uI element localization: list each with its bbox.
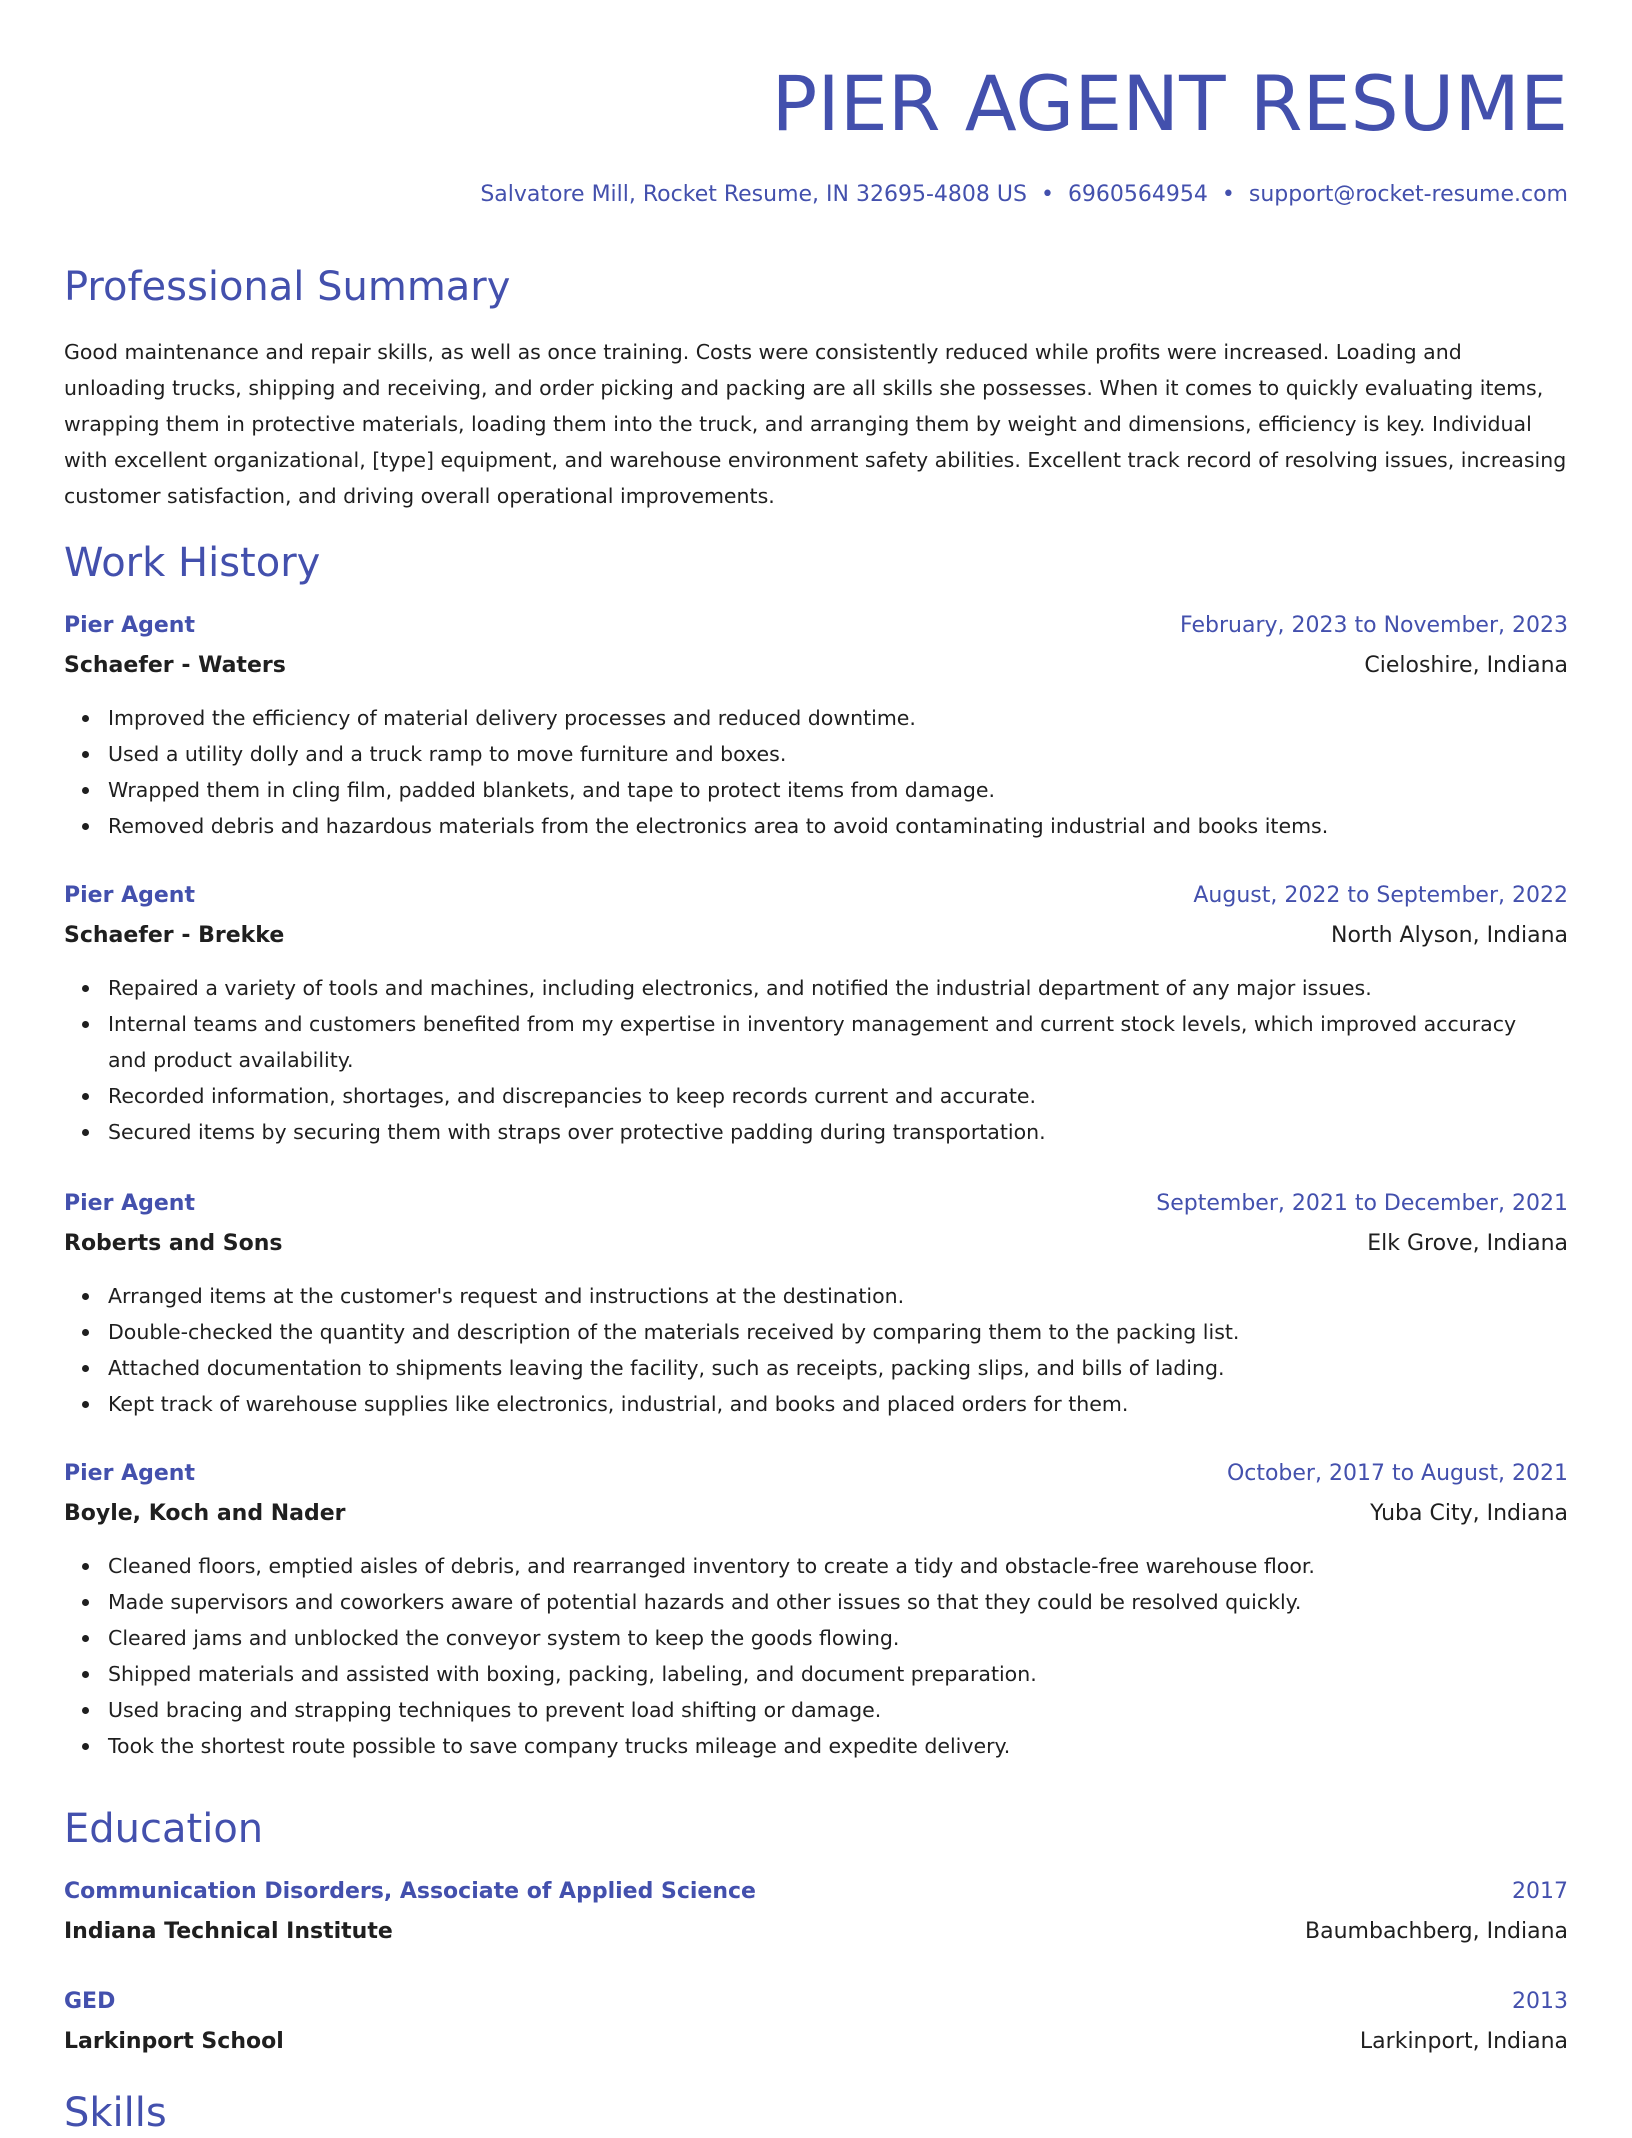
job-location: Elk Grove, Indiana bbox=[1367, 1231, 1568, 1256]
job-location: North Alyson, Indiana bbox=[1331, 923, 1568, 948]
job-company: Schaefer - Waters bbox=[64, 653, 286, 678]
job-company-row bbox=[64, 920, 1568, 952]
job-dates: October, 2017 to August, 2021 bbox=[1226, 1461, 1568, 1486]
job-location: Cieloshire, Indiana bbox=[1364, 653, 1568, 678]
job-dates: February, 2023 to November, 2023 bbox=[1180, 613, 1568, 638]
job-bullet: Wrapped them in cling film, padded blankets, and tape to protect items from damage. bbox=[108, 772, 1568, 808]
contact-phone: 6960564954 bbox=[1067, 182, 1208, 207]
education-year: 2013 bbox=[1512, 1989, 1568, 2014]
job-bullets bbox=[64, 1278, 1568, 1422]
job-company-row bbox=[64, 1228, 1568, 1260]
education-location: Larkinport, Indiana bbox=[1359, 2029, 1568, 2054]
job-dates: September, 2021 to December, 2021 bbox=[1156, 1191, 1568, 1216]
job-bullet: Recorded information, shortages, and discrepancies to keep records current and accurate. bbox=[108, 1078, 1568, 1114]
contact-separator: • bbox=[1040, 182, 1054, 207]
job-bullet: Arranged items at the customer's request and instructions at the destination. bbox=[108, 1278, 1568, 1314]
job-bullets bbox=[64, 700, 1568, 844]
job-title: Pier Agent bbox=[64, 883, 195, 908]
job-company: Roberts and Sons bbox=[64, 1231, 283, 1256]
job-bullet: Removed debris and hazardous materials from the electronics area to avoid contaminating industrial and books items. bbox=[108, 808, 1568, 844]
job-bullet: Double-checked the quantity and description of the materials received by comparing them to the packing list. bbox=[108, 1314, 1568, 1350]
job-bullets bbox=[64, 970, 1568, 1150]
education-heading: Education bbox=[64, 1806, 264, 1852]
education-school-row bbox=[64, 2026, 1568, 2058]
contact-address: Salvatore Mill, Rocket Resume, IN 32695-4808 US bbox=[480, 182, 1027, 207]
contact-separator: • bbox=[1221, 182, 1235, 207]
job-title: Pier Agent bbox=[64, 1461, 195, 1486]
job-company-row bbox=[64, 650, 1568, 682]
job-bullets bbox=[64, 1548, 1568, 1764]
job-bullet: Internal teams and customers benefited from my expertise in inventory management and current stock levels, which improved accuracy and product availability. bbox=[108, 1006, 1568, 1078]
job-title: Pier Agent bbox=[64, 613, 195, 638]
education-year: 2017 bbox=[1512, 1879, 1568, 1904]
job-bullet: Made supervisors and coworkers aware of potential hazards and other issues so that they could be resolved quickly. bbox=[108, 1584, 1568, 1620]
education-degree-row bbox=[64, 1876, 1568, 1908]
summary-heading: Professional Summary bbox=[64, 264, 511, 310]
job-company: Schaefer - Brekke bbox=[64, 923, 285, 948]
job-title-row bbox=[64, 880, 1568, 912]
contact-line bbox=[480, 180, 1568, 210]
job-title-row bbox=[64, 610, 1568, 642]
job-bullet: Cleared jams and unblocked the conveyor system to keep the goods flowing. bbox=[108, 1620, 1568, 1656]
job-title-row bbox=[64, 1458, 1568, 1490]
education-degree: Communication Disorders, Associate of Applied Science bbox=[64, 1879, 756, 1904]
job-location: Yuba City, Indiana bbox=[1370, 1501, 1568, 1526]
education-location: Baumbachberg, Indiana bbox=[1305, 1919, 1568, 1944]
education-degree-row bbox=[64, 1986, 1568, 2018]
education-degree: GED bbox=[64, 1989, 116, 2014]
job-bullet: Used bracing and strapping techniques to prevent load shifting or damage. bbox=[108, 1692, 1568, 1728]
job-bullet: Repaired a variety of tools and machines, including electronics, and notified the industrial department of any major issues. bbox=[108, 970, 1568, 1006]
education-school-row bbox=[64, 1916, 1568, 1948]
job-bullet: Secured items by securing them with straps over protective padding during transportation. bbox=[108, 1114, 1568, 1150]
job-company: Boyle, Koch and Nader bbox=[64, 1501, 346, 1526]
job-bullet: Attached documentation to shipments leaving the facility, such as receipts, packing slips, and bills of lading. bbox=[108, 1350, 1568, 1386]
job-bullet: Shipped materials and assisted with boxing, packing, labeling, and document preparation. bbox=[108, 1656, 1568, 1692]
job-title-row bbox=[64, 1188, 1568, 1220]
education-school: Indiana Technical Institute bbox=[64, 1919, 393, 1944]
work-history-heading: Work History bbox=[64, 540, 321, 586]
education-school: Larkinport School bbox=[64, 2029, 284, 2054]
job-bullet: Took the shortest route possible to save company trucks mileage and expedite delivery. bbox=[108, 1728, 1568, 1764]
job-title: Pier Agent bbox=[64, 1191, 195, 1216]
job-company-row bbox=[64, 1498, 1568, 1530]
contact-email: support@rocket-resume.com bbox=[1248, 182, 1568, 207]
resume-title: PIER AGENT RESUME bbox=[771, 59, 1568, 148]
job-bullet: Improved the efficiency of material delivery processes and reduced downtime. bbox=[108, 700, 1568, 736]
job-dates: August, 2022 to September, 2022 bbox=[1193, 883, 1568, 908]
job-bullet: Cleaned floors, emptied aisles of debris, and rearranged inventory to create a tidy and obstacle-free warehouse floor. bbox=[108, 1548, 1568, 1584]
summary-text: Good maintenance and repair skills, as well as once training. Costs were consistently reduced while profits were increased. Loading and unloading trucks, shipping and receiving, and order picking and packing are all skills she possesses. When it comes to quickly evaluating items, wrapping them in protective materials, loading them into the truck, and arranging them by weight and dimensions, efficiency is key. Individual with excellent organizational, [type] equipment, and warehouse environment safety abilities. Excellent track record of resolving issues, increasing customer satisfaction, and driving overall operational improvements. bbox=[64, 340, 1567, 508]
job-bullet: Kept track of warehouse supplies like electronics, industrial, and books and placed orders for them. bbox=[108, 1386, 1568, 1422]
skills-heading: Skills bbox=[64, 2090, 167, 2136]
job-bullet: Used a utility dolly and a truck ramp to move furniture and boxes. bbox=[108, 736, 1568, 772]
